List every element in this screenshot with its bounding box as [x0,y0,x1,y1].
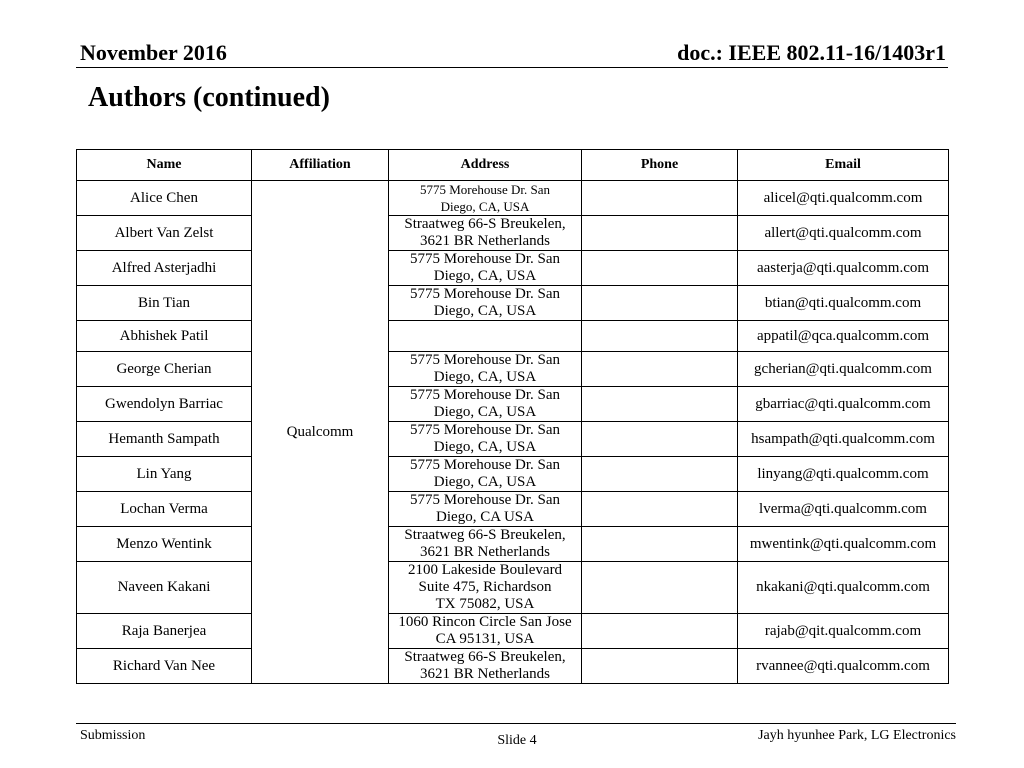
author-email: aasterja@qti.qualcomm.com [738,251,949,286]
author-phone [582,352,738,387]
address-line: 5775 Morehouse Dr. San [410,352,560,368]
column-header-name: Name [77,150,252,181]
author-address [389,352,582,387]
header-rule [76,67,948,68]
table-row [77,614,949,649]
address-line: Diego, CA, USA [433,268,537,284]
address-line: Diego, CA, USA [433,404,537,420]
table-row [77,492,949,527]
author-name: Gwendolyn Barriac [77,387,252,422]
column-header-phone: Phone [582,150,738,181]
author-name: Naveen Kakani [77,562,252,614]
author-email: appatil@qca.qualcomm.com [738,321,949,352]
table-row [77,562,949,614]
author-email: rvannee@qti.qualcomm.com [738,649,949,684]
footer-author: Jayh hyunhee Park, LG Electronics [758,728,956,743]
address-line: Diego, CA, USA [433,303,537,319]
author-address [389,527,582,562]
table-row [77,352,949,387]
column-header-address: Address [389,150,582,181]
author-affiliation: Qualcomm [252,181,389,684]
author-address [389,251,582,286]
table-row [77,321,949,352]
footer-rule [76,723,956,724]
author-name: George Cherian [77,352,252,387]
table-row [77,527,949,562]
address-line: CA 95131, USA [435,631,535,647]
address-line: 5775 Morehouse Dr. San [410,286,560,302]
address-line: 5775 Morehouse Dr. San [410,457,560,473]
author-email: hsampath@qti.qualcomm.com [738,422,949,457]
table-body [77,181,949,684]
table-row [77,387,949,422]
address-line: 2100 Lakeside Boulevard [407,562,563,578]
author-phone [582,492,738,527]
author-email: gbarriac@qti.qualcomm.com [738,387,949,422]
footer-submission: Submission [80,728,146,743]
address-line: Diego, CA, USA [433,474,537,490]
author-address [389,286,582,321]
address-line: 3621 BR Netherlands [420,233,550,249]
slide-title: Authors (continued) [88,82,330,113]
address-line: 3621 BR Netherlands [420,666,550,682]
authors-table [76,149,949,684]
author-address [389,562,582,614]
address-line: Straatweg 66-S Breukelen, [404,649,566,665]
address-line: Straatweg 66-S Breukelen, [404,527,566,543]
address-line: 5775 Morehouse Dr. San [410,251,560,267]
author-email: alicel@qti.qualcomm.com [738,181,949,216]
author-phone [582,649,738,684]
address-line: 5775 Morehouse Dr. San [410,387,560,403]
column-header-email: Email [738,150,949,181]
author-name: Menzo Wentink [77,527,252,562]
author-phone [582,181,738,216]
address-line: Suite 475, Richardson [418,579,552,595]
author-name: Richard Van Nee [77,649,252,684]
address-line: 3621 BR Netherlands [420,544,550,560]
author-email: allert@qti.qualcomm.com [738,216,949,251]
author-address [389,181,582,216]
author-phone [582,562,738,614]
table-row [77,251,949,286]
author-address [389,321,582,352]
header-date: November 2016 [80,40,227,65]
column-header-affiliation: Affiliation [252,150,389,181]
author-phone [582,527,738,562]
table-row [77,422,949,457]
author-address [389,387,582,422]
author-email: lverma@qti.qualcomm.com [738,492,949,527]
author-name: Lin Yang [77,457,252,492]
address-line: Diego, CA, USA [433,439,537,455]
address-line: Diego, CA USA [436,509,534,525]
table-row [77,216,949,251]
author-name: Alice Chen [77,181,252,216]
table-header-row [77,150,949,181]
address-line: 1060 Rincon Circle San Jose [398,614,572,630]
address-line: Straatweg 66-S Breukelen, [404,216,566,232]
address-line: TX 75082, USA [435,596,535,612]
author-email: btian@qti.qualcomm.com [738,286,949,321]
author-email: gcherian@qti.qualcomm.com [738,352,949,387]
author-phone [582,286,738,321]
author-address [389,649,582,684]
author-name: Abhishek Patil [77,321,252,352]
author-phone [582,422,738,457]
address-line: 5775 Morehouse Dr. San [410,492,560,508]
author-name: Hemanth Sampath [77,422,252,457]
author-phone [582,457,738,492]
table-row [77,457,949,492]
address-line: 5775 Morehouse Dr. San [410,422,560,438]
author-name: Alfred Asterjadhi [77,251,252,286]
author-email: mwentink@qti.qualcomm.com [738,527,949,562]
author-phone [582,614,738,649]
author-email: linyang@qti.qualcomm.com [738,457,949,492]
author-email: rajab@qit.qualcomm.com [738,614,949,649]
author-name: Bin Tian [77,286,252,321]
author-address [389,457,582,492]
author-address [389,422,582,457]
author-phone [582,387,738,422]
header-doc-id: doc.: IEEE 802.11-16/1403r1 [677,40,946,65]
author-name: Raja Banerjea [77,614,252,649]
author-phone [582,251,738,286]
author-name: Albert Van Zelst [77,216,252,251]
author-address [389,216,582,251]
address-line: Diego, CA, USA [433,369,537,385]
author-email: nkakani@qti.qualcomm.com [738,562,949,614]
author-address [389,614,582,649]
table-row [77,286,949,321]
author-name: Lochan Verma [77,492,252,527]
table-row [77,649,949,684]
footer-slide-number: Slide 4 [497,733,537,748]
author-address [389,492,582,527]
author-phone [582,216,738,251]
address-line: Diego, CA, USA [440,199,530,214]
author-phone [582,321,738,352]
table-row [77,181,949,216]
address-line: 5775 Morehouse Dr. San [420,182,550,197]
